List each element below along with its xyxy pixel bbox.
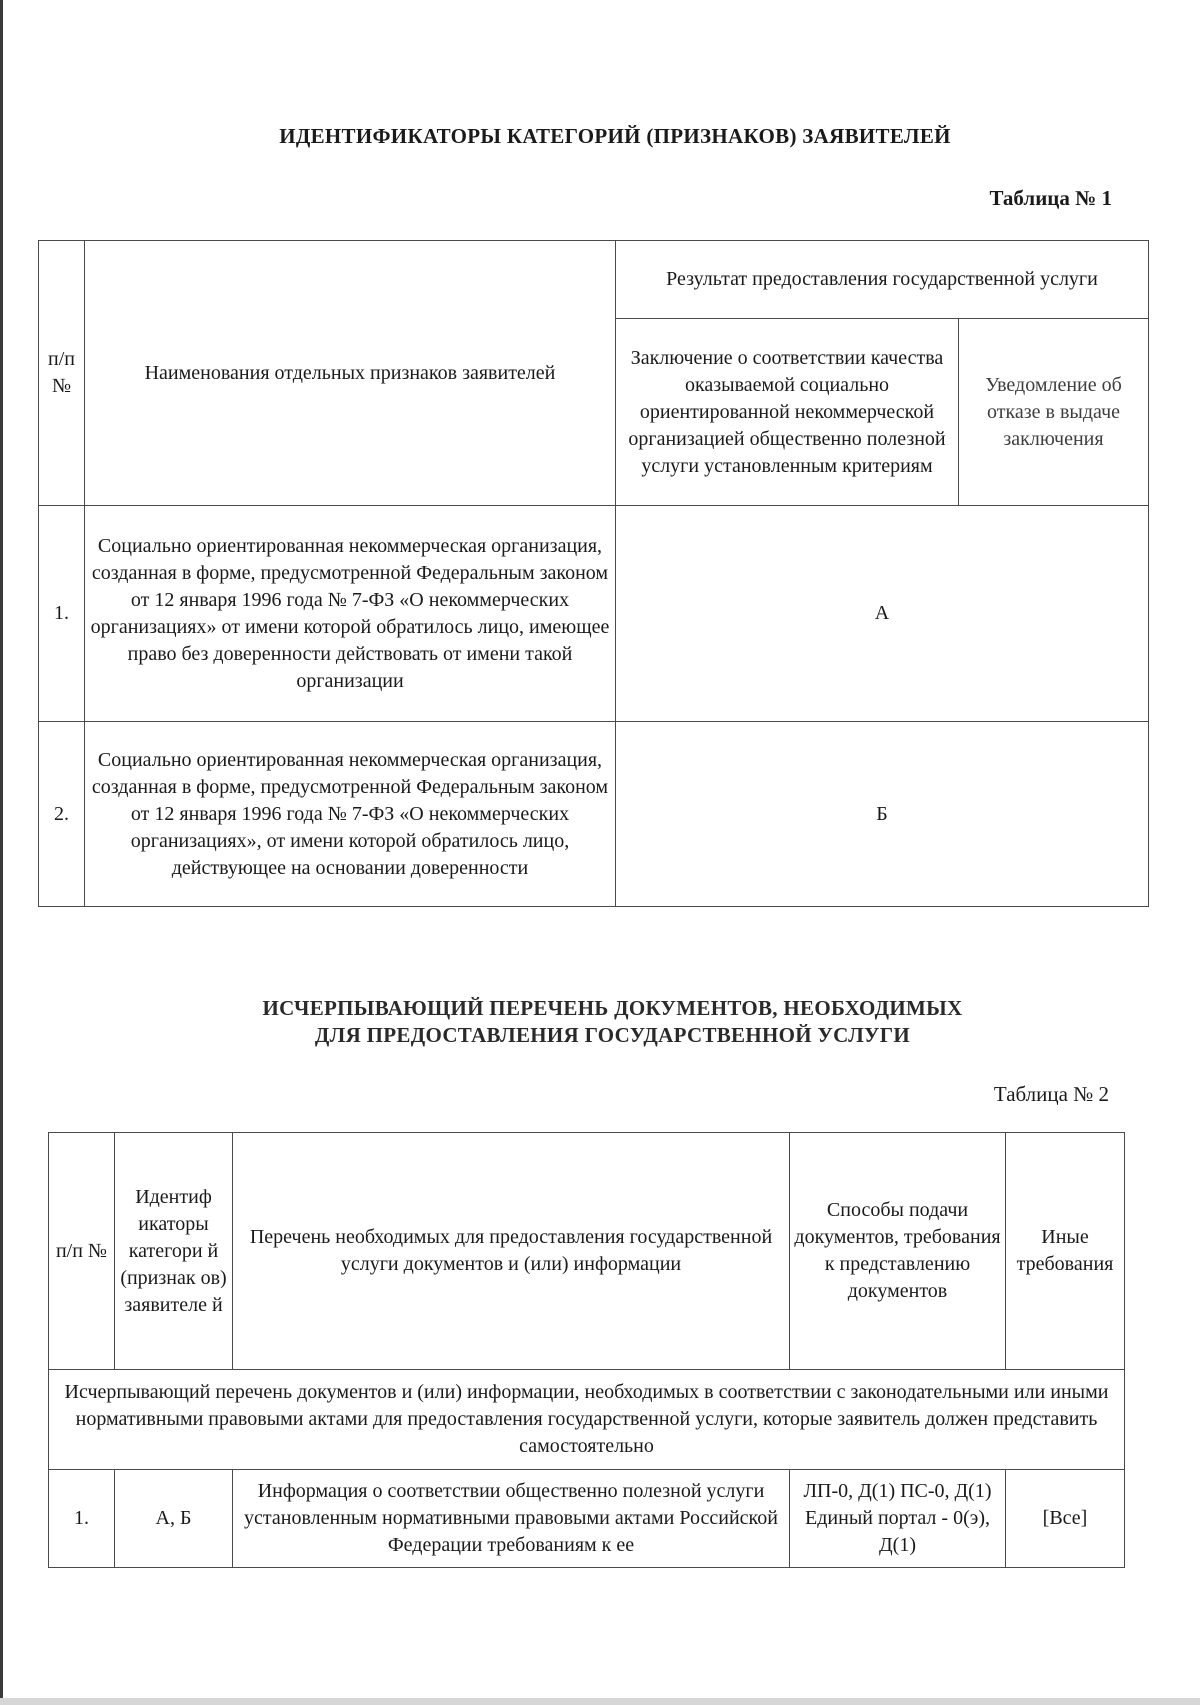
header-ids: Идентиф икаторы категори й (признак ов) заявителе й [115, 1133, 233, 1370]
row-num: 1. [49, 1470, 115, 1568]
table-row [39, 722, 1149, 907]
table2-caption: Таблица № 2 [993, 1082, 1109, 1106]
header-refusal: Уведомление об отказе в выдаче заключения [959, 319, 1149, 506]
table-header-row [49, 1133, 1125, 1370]
table1-heading: ИДЕНТИФИКАТОРЫ КАТЕГОРИЙ (ПРИЗНАКОВ) ЗАЯВИТЕЛЕЙ [279, 124, 951, 148]
header-name: Наименования отдельных признаков заявителей [85, 241, 616, 506]
table-header-row [39, 241, 1149, 319]
header-methods: Способы подачи документов, требования к представлению документов [790, 1133, 1006, 1370]
applicant-categories-table [38, 240, 1149, 907]
header-result: Результат предоставления государственной услуги [616, 241, 1149, 319]
table2-heading [0, 995, 1200, 1049]
scan-left-edge [0, 0, 3, 1705]
header-conclusion: Заключение о соответствии качества оказываемой социально ориентированной некоммерческой организацией общественно полезной услуги установленным критериям [616, 319, 959, 506]
row-methods: ЛП-0, Д(1) ПС-0, Д(1) Единый портал - 0(э), Д(1) [790, 1470, 1006, 1568]
row-name: Социально ориентированная некоммерческая организация, созданная в форме, предусмотренной Федеральным законом от 12 января 1996 года № 7-ФЗ «О некоммерческих организациях» от имени которой обратилось лицо, имеющее право без доверенности действовать от имени такой организации [85, 506, 616, 722]
header-other: Иные требования [1006, 1133, 1125, 1370]
table1-caption: Таблица № 1 [989, 186, 1112, 210]
section-text: Исчерпывающий перечень документов и (или) информации, необходимых в соответствии с законодательными или иными нормативными правовыми актами для предоставления государственной услуги, которые заявитель должен представить самостоятельно [49, 1370, 1125, 1470]
row-result: А [616, 506, 1149, 722]
row-other: [Все] [1006, 1470, 1125, 1568]
scan-bottom-edge [0, 1698, 1200, 1705]
row-num: 2. [39, 722, 85, 907]
row-doc: Информация о соответствии общественно полезной услуги установленным нормативными правовыми актами Российской Федерации требованиям к ее [233, 1470, 790, 1568]
header-docs: Перечень необходимых для предоставления государственной услуги документов и (или) информации [233, 1133, 790, 1370]
table2-heading-line2: ДЛЯ ПРЕДОСТАВЛЕНИЯ ГОСУДАРСТВЕННОЙ УСЛУГИ [314, 1023, 911, 1047]
row-ids: А, Б [115, 1470, 233, 1568]
documents-list-table [48, 1132, 1125, 1568]
table-row [39, 506, 1149, 722]
row-name: Социально ориентированная некоммерческая организация, созданная в форме, предусмотренной Федеральным законом от 12 января 1996 года № 7-ФЗ «О некоммерческих организациях», от имени которой обратилось лицо, действующее на основании доверенности [85, 722, 616, 907]
header-num: п/п № [49, 1133, 115, 1370]
table2-heading-line1: ИСЧЕРПЫВАЮЩИЙ ПЕРЕЧЕНЬ ДОКУМЕНТОВ, НЕОБХОДИМЫХ [262, 996, 963, 1020]
row-result: Б [616, 722, 1149, 907]
row-num: 1. [39, 506, 85, 722]
section-row [49, 1370, 1125, 1470]
header-num: п/п № [39, 241, 85, 506]
table-row [49, 1470, 1125, 1568]
